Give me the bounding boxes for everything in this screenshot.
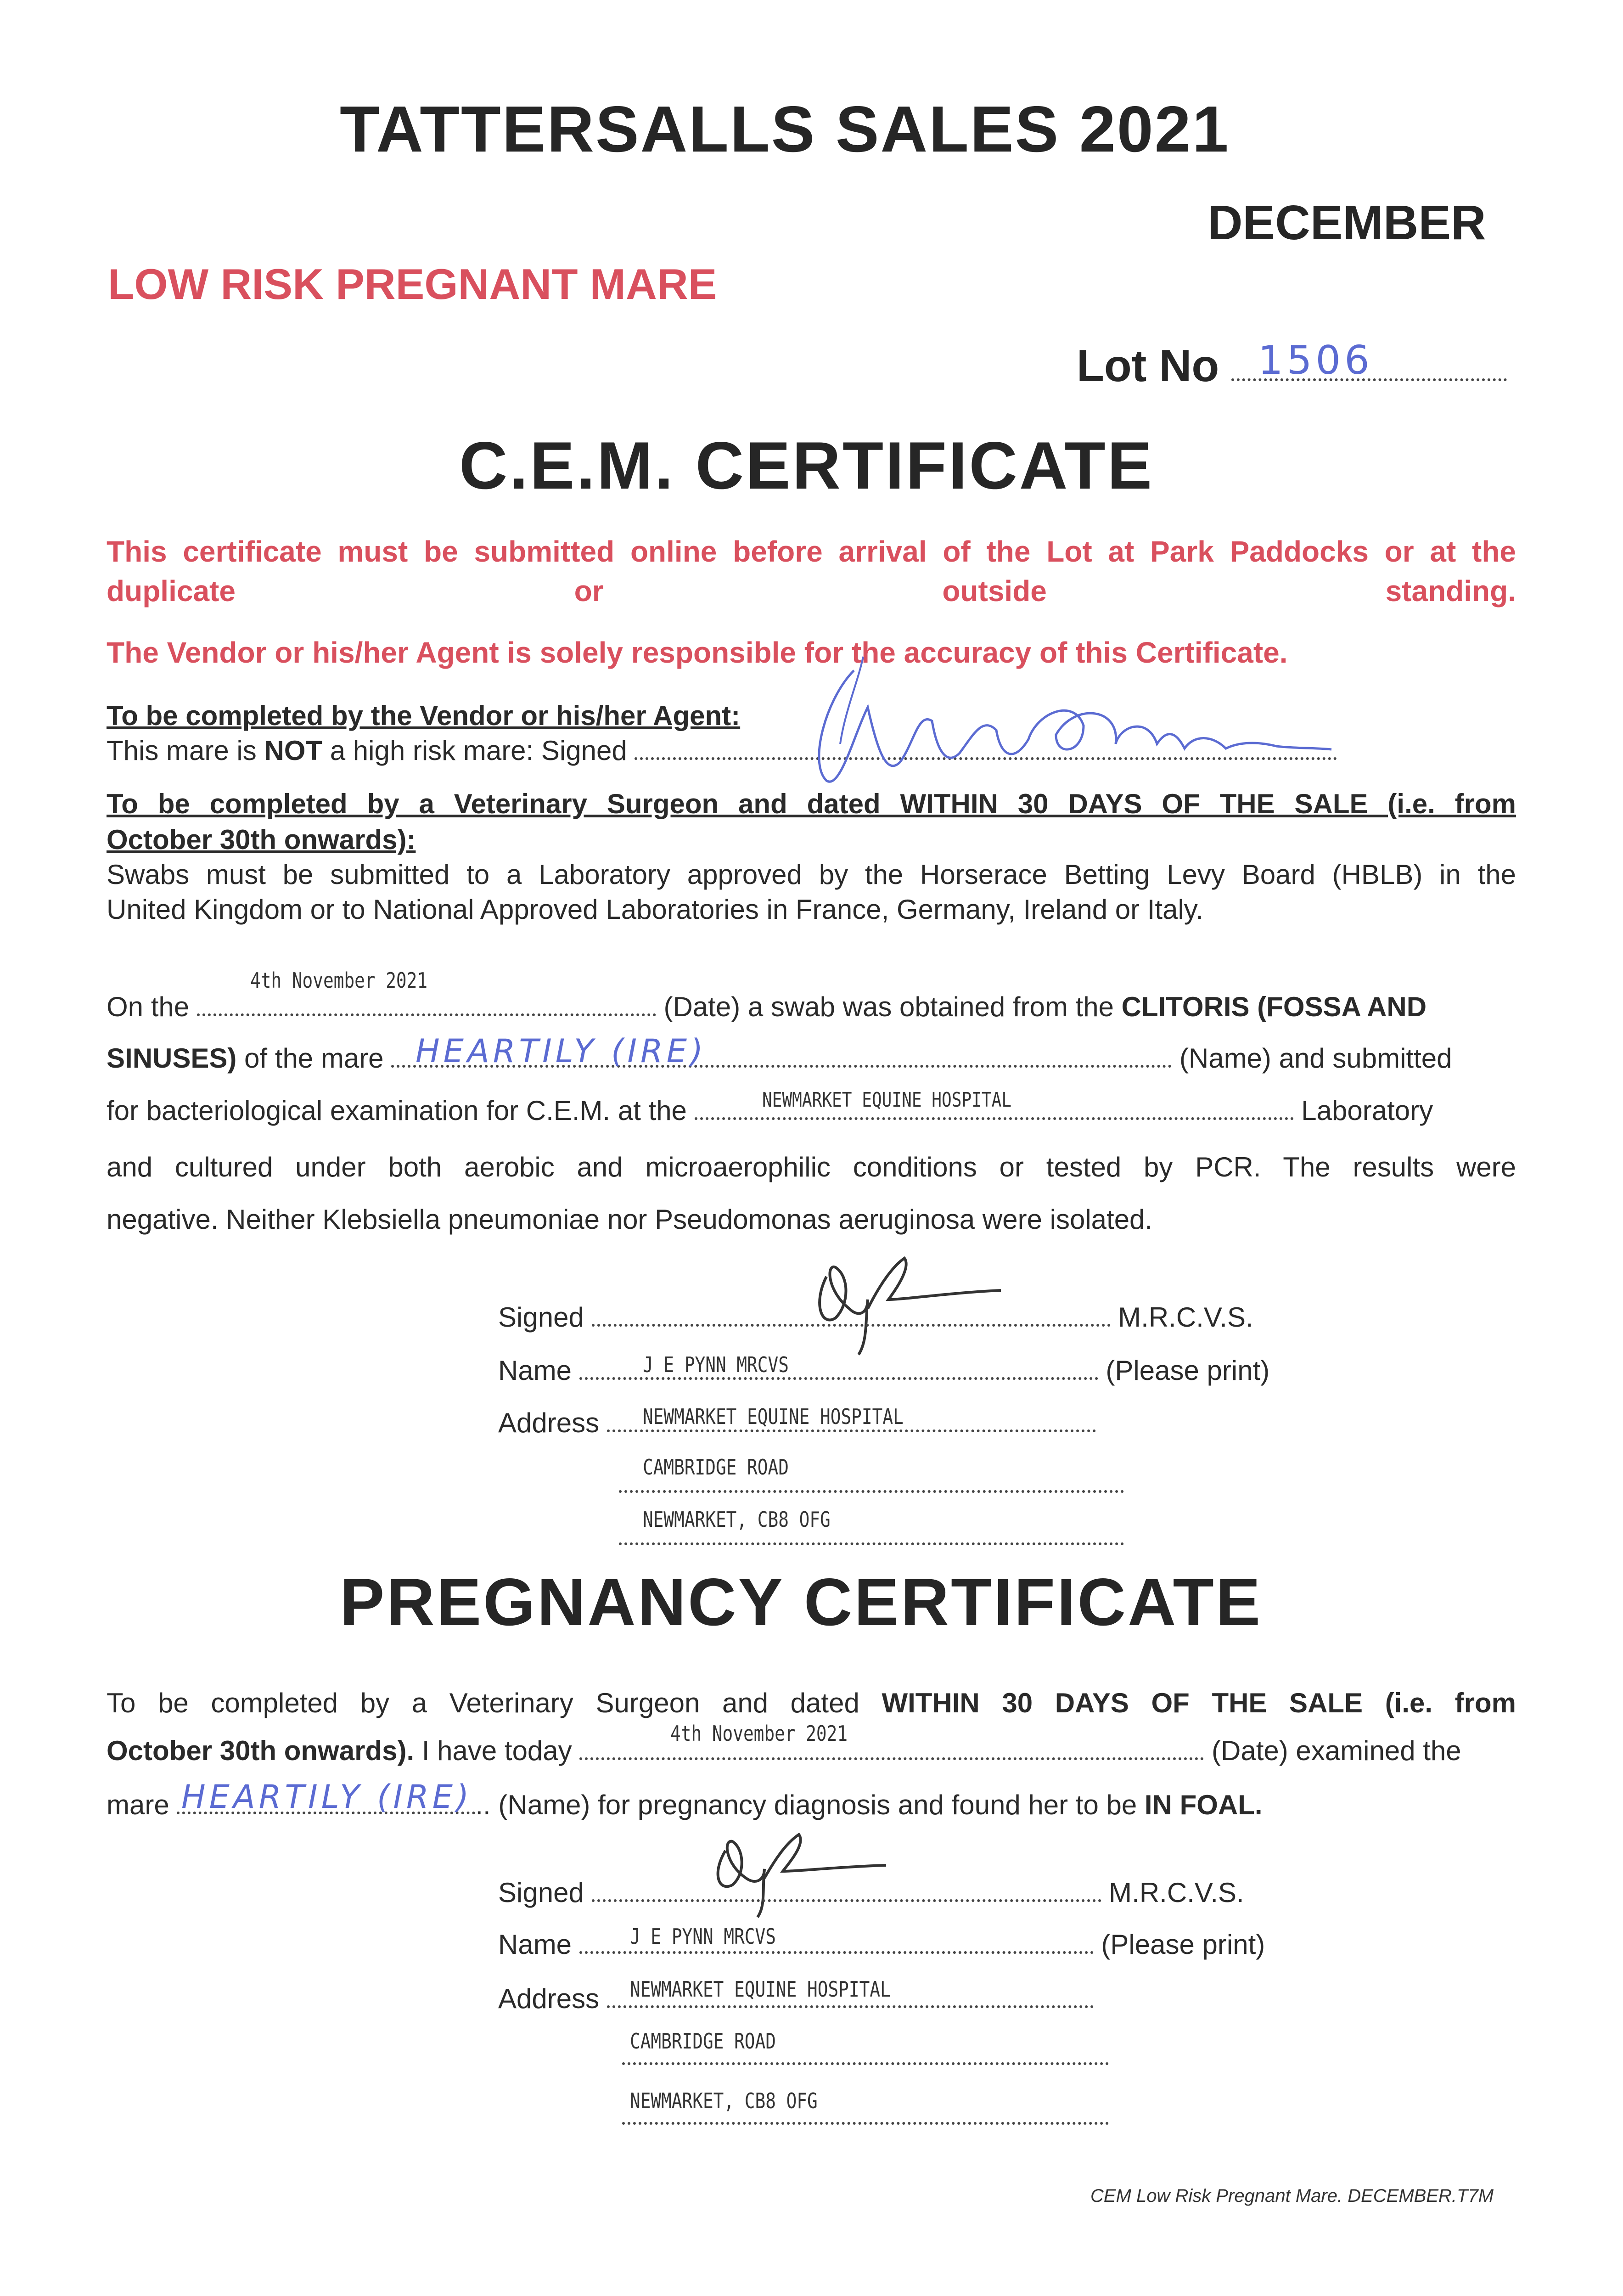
pregnancy-mare-label: mare <box>107 1790 169 1820</box>
pregnancy-address-line-2 <box>622 2059 1109 2067</box>
pregnancy-line-1b: WITHIN 30 DAYS OF THE SALE (i.e. from <box>882 1688 1516 1718</box>
pregnancy-signed-row <box>498 1877 1244 1908</box>
pregnancy-line-1a: To be completed by a Veterinary Surgeon and dated <box>107 1688 882 1718</box>
pregnancy-address-label: Address <box>498 1983 600 2014</box>
pregnancy-name-row <box>498 1929 1265 1960</box>
responsibility-note: The Vendor or his/her Agent is solely responsible for the accuracy of this Certificate. <box>107 636 1288 669</box>
pregnancy-address-row <box>498 1983 1094 2015</box>
swabs-line-1: Swabs must be submitted to a Laboratory approved by the Horserace Betting Levy Board (HBLB) in the <box>107 859 1516 890</box>
vet-heading-c: October 30th onwards): <box>107 824 416 855</box>
pregnancy-address-3: NEWMARKET, CB8 OFG <box>630 2088 818 2113</box>
cem-address-3: NEWMARKET, CB8 OFG <box>643 1507 831 1532</box>
cem-signed-line <box>592 1324 1111 1327</box>
pregnancy-date-handwritten: 4th November 2021 <box>670 1721 848 1746</box>
date-text-a: (Date) a swab was obtained from the <box>663 991 1122 1022</box>
of-the-mare: of the mare <box>236 1043 384 1074</box>
vendor-heading <box>107 698 740 734</box>
pregnancy-vet-name-handwritten: J E PYNN MRCVS <box>630 1924 776 1949</box>
vet-heading-line-2 <box>107 822 416 858</box>
cultured-line: and cultured under both aerobic and microaerophilic conditions or tested by PCR. The results were <box>107 1152 1516 1182</box>
cem-mrcvs-label: M.R.C.V.S. <box>1118 1302 1253 1333</box>
swabs-line-2: United Kingdom or to National Approved Laboratories in France, Germany, Ireland or Italy. <box>107 894 1204 925</box>
laboratory-label: Laboratory <box>1301 1095 1433 1126</box>
cem-certificate-title: C.E.M. CERTIFICATE <box>459 428 1154 503</box>
pregnancy-line-1 <box>107 1685 1516 1721</box>
footer-code: CEM Low Risk Pregnant Mare. DECEMBER.T7M <box>1090 2186 1494 2206</box>
bact-text: for bacteriological examination for C.E.M. at the <box>107 1095 687 1126</box>
lot-number-handwritten: 1506 <box>1258 338 1373 383</box>
pregnancy-line-2a: October 30th onwards). <box>107 1735 415 1766</box>
vet-heading-line-1 <box>107 786 1516 822</box>
vet-heading <box>107 786 1516 822</box>
pregnancy-address-2: CAMBRIDGE ROAD <box>630 2029 776 2054</box>
cem-signed-label: Signed <box>498 1302 584 1333</box>
pregnancy-signed-line <box>592 1899 1101 1902</box>
cem-address-line-1 <box>607 1429 1096 1432</box>
cem-address-label: Address <box>498 1407 600 1438</box>
pregnancy-date-line <box>579 1757 1204 1760</box>
vendor-not: NOT <box>264 735 323 766</box>
name-submitted-label: (Name) and submitted <box>1179 1043 1452 1074</box>
pregnancy-address-line-3 <box>622 2119 1109 2127</box>
cem-address-row <box>498 1407 1096 1439</box>
cem-mare-name-handwritten: HEARTILY (IRE) <box>416 1032 707 1070</box>
negative-line: negative. Neither Klebsiella pneumoniae nor Pseudomonas aeruginosa were isolated. <box>107 1204 1153 1235</box>
certificate-category: LOW RISK PREGNANT MARE <box>108 260 717 308</box>
cem-address-line-2 <box>619 1487 1124 1495</box>
cem-vet-name-handwritten: J E PYNN MRCVS <box>643 1352 789 1377</box>
submission-note-text: This certificate must be submitted online before arrival of the Lot at Park Paddocks or at the duplicate or outside standing. <box>107 535 1516 608</box>
pregnancy-please-print: (Please print) <box>1101 1929 1265 1960</box>
cem-date-line <box>197 1013 656 1016</box>
cem-mare-row <box>107 1042 1452 1074</box>
cem-please-print: (Please print) <box>1106 1355 1270 1386</box>
cem-address-2: CAMBRIDGE ROAD <box>643 1455 789 1480</box>
pregnancy-mare-name-handwritten: HEARTILY (IRE) <box>181 1778 473 1816</box>
on-the-label: On the <box>107 991 190 1022</box>
pregnancy-line-3b: .. (Name) for pregnancy diagnosis and found her to be <box>475 1790 1145 1820</box>
pregnancy-line-2b: I have today <box>414 1735 572 1766</box>
vendor-line-c: a high risk mare: Signed <box>322 735 627 766</box>
pregnancy-address-line-1 <box>607 2005 1094 2008</box>
vendor-signature <box>799 643 1396 790</box>
lot-label: Lot No <box>1077 340 1219 391</box>
submission-note <box>107 532 1516 611</box>
pregnancy-date-row <box>107 1735 1461 1767</box>
cem-name-line <box>579 1377 1098 1380</box>
pregnancy-certificate-title: PREGNANCY CERTIFICATE <box>340 1564 1263 1639</box>
pregnancy-name-label: Name <box>498 1929 572 1960</box>
sales-title: TATTERSALLS SALES 2021 <box>340 93 1230 166</box>
cem-lab-handwritten: NEWMARKET EQUINE HOSPITAL <box>762 1088 1012 1112</box>
pregnancy-line-2c: (Date) examined the <box>1212 1735 1461 1766</box>
date-text-b: CLITORIS (FOSSA AND <box>1121 991 1427 1022</box>
cem-lab-line <box>695 1117 1294 1120</box>
pregnancy-signed-label: Signed <box>498 1877 584 1908</box>
cem-address-line-3 <box>619 1539 1124 1548</box>
cem-signed-row <box>498 1301 1253 1333</box>
cem-date-handwritten: 4th November 2021 <box>250 968 428 993</box>
cem-name-label: Name <box>498 1355 572 1386</box>
pregnancy-mrcvs-label: M.R.C.V.S. <box>1109 1877 1244 1908</box>
vendor-line-a: This mare is <box>107 735 264 766</box>
pregnancy-name-line <box>579 1951 1094 1954</box>
vet-heading-b: WITHIN 30 DAYS OF THE SALE (i.e. from <box>900 788 1516 819</box>
pregnancy-address-1: NEWMARKET EQUINE HOSPITAL <box>630 1977 891 2002</box>
sale-month: DECEMBER <box>1207 196 1486 250</box>
vendor-heading-text: To be completed by the Vendor or his/her Agent: <box>107 700 741 731</box>
vet-heading-a: To be completed by a Veterinary Surgeon and dated <box>107 788 900 819</box>
cem-name-row <box>498 1355 1269 1386</box>
sinuses-label: SINUSES) <box>107 1043 237 1074</box>
cem-date-row <box>107 991 1426 1023</box>
in-foal-label: IN FOAL. <box>1144 1790 1263 1820</box>
cem-address-1: NEWMARKET EQUINE HOSPITAL <box>643 1404 904 1429</box>
